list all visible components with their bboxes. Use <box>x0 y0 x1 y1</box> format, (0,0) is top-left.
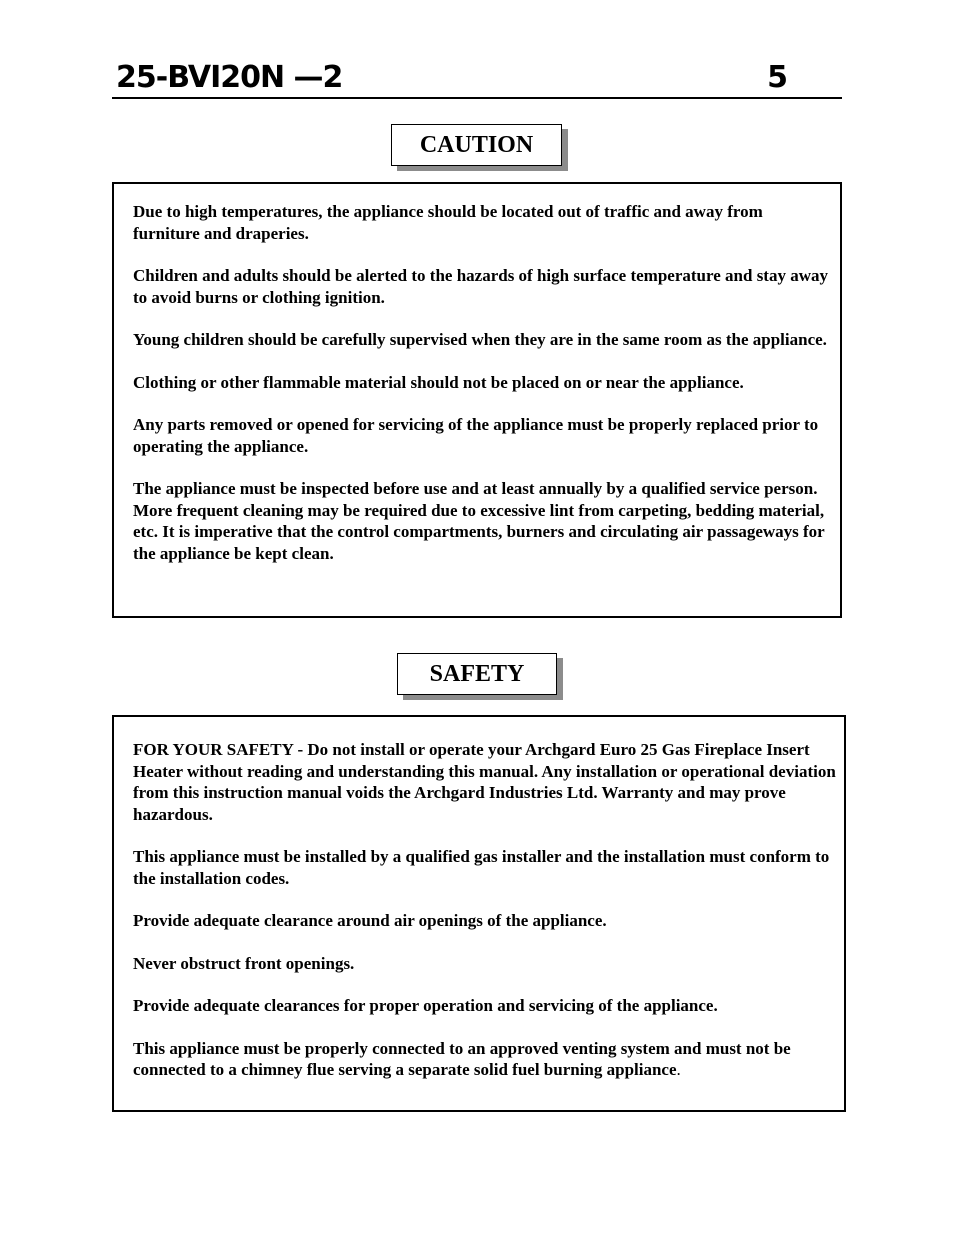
document-title: 25-BVI20N —2 <box>116 60 343 95</box>
safety-paragraph: Provide adequate clearance around air openings of the appliance. <box>133 911 607 930</box>
safety-paragraph-text: This appliance must be properly connected to an approved venting system and must not be connected to a chimney flue serving a separate solid fuel burning appliance <box>133 1038 791 1079</box>
caution-heading: CAUTION <box>391 124 562 166</box>
caution-paragraph: Clothing or other flammable material should not be placed on or near the appliance. <box>133 372 744 392</box>
safety-paragraph-last <box>133 1038 836 1081</box>
safety-heading: SAFETY <box>397 653 557 695</box>
safety-paragraph: FOR YOUR SAFETY - Do not install or operate your Archgard Euro 25 Gas Fireplace Insert Heater without reading and understanding this manual. Any installation or operational deviation from this instruction manual voids the Archgard Industries Ltd. Warranty and may prove hazardous. <box>133 740 836 824</box>
safety-paragraph: Never obstruct front openings. <box>133 953 355 973</box>
trailing-period: . <box>676 1060 681 1079</box>
safety-box <box>112 715 846 1112</box>
safety-paragraph: Provide adequate clearances for proper operation and servicing of the appliance. <box>133 996 718 1015</box>
caution-paragraph: The appliance must be inspected before use and at least annually by a qualified service person. More frequent cleaning may be required due to excessive lint from carpeting, bedding material, etc. It is imperative that the control compartments, burners and circulating air passageways for the appliance be kept clean. <box>133 479 825 563</box>
page-header <box>112 60 842 99</box>
caution-paragraph: Children and adults should be alerted to the hazards of high surface temperature and stay away to avoid burns or clothing ignition. <box>133 266 828 307</box>
caution-paragraph: Due to high temperatures, the appliance should be located out of traffic and away from furniture and draperies. <box>133 202 763 243</box>
caution-paragraph: Young children should be carefully supervised when they are in the same room as the appliance. <box>133 330 827 349</box>
caution-box <box>112 182 842 618</box>
safety-paragraph: This appliance must be installed by a qualified gas installer and the installation must conform to the installation codes. <box>133 847 830 888</box>
caution-paragraph: Any parts removed or opened for servicing of the appliance must be properly replaced prior to operating the appliance. <box>133 415 819 456</box>
page-number: 5 <box>767 60 788 95</box>
